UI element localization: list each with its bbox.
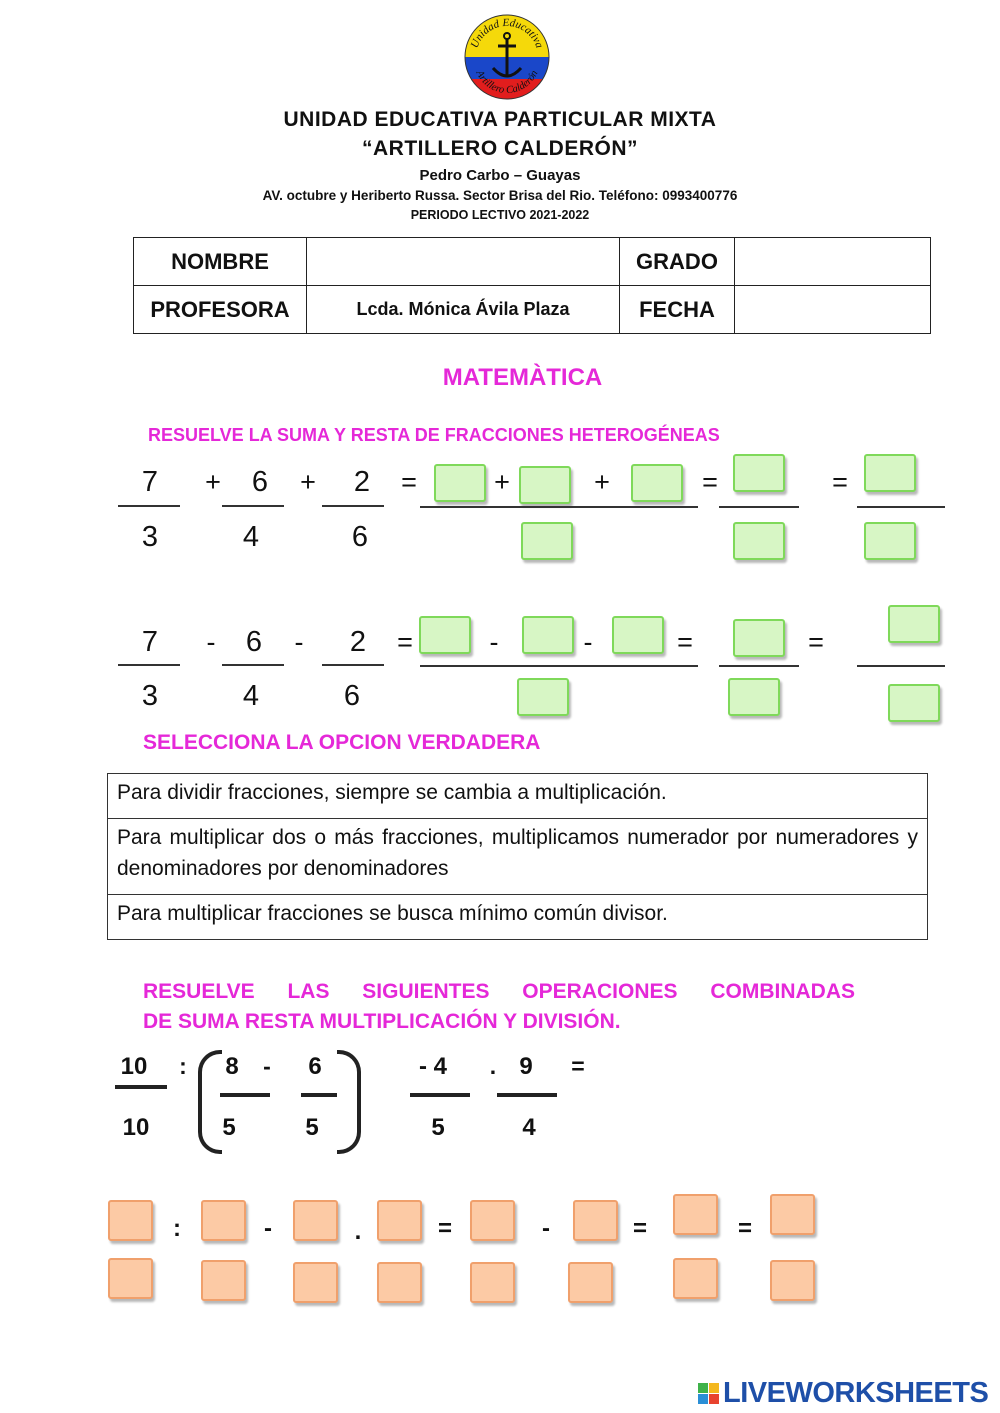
sum-den-3: 6 <box>351 521 369 553</box>
fraction-bar <box>857 665 945 667</box>
expr-den-3: 5 <box>305 1114 319 1141</box>
answer-box-result-den[interactable] <box>733 522 785 560</box>
sub-den-3: 6 <box>343 680 361 712</box>
fraction-bar <box>118 664 180 666</box>
section2-title: SELECCIONA LA OPCION VERDADERA <box>143 731 541 754</box>
sub-num-3: 2 <box>349 626 367 658</box>
school-period: PERIODO LECTIVO 2021-2022 <box>410 208 590 222</box>
fraction-bar <box>222 505 284 507</box>
answer-box-result-num[interactable] <box>733 454 785 492</box>
equals-sign: = <box>571 1053 585 1079</box>
combined-box-num-4[interactable] <box>377 1200 422 1241</box>
nombre-field[interactable] <box>307 238 620 286</box>
fraction-bar <box>322 664 384 666</box>
answer-box-num-2[interactable] <box>519 466 571 504</box>
equals-sign: = <box>632 1215 647 1242</box>
fraction-bar <box>301 1093 337 1097</box>
fraction-bar <box>719 665 799 667</box>
combined-box-num-3[interactable] <box>293 1200 338 1241</box>
expr-den-1: 10 <box>122 1114 150 1141</box>
sum-num-2: 6 <box>251 466 269 498</box>
multiply-dot: . <box>489 1053 497 1079</box>
profesora-value: Lcda. Mónica Ávila Plaza <box>307 286 620 334</box>
answer-box-den-common[interactable] <box>521 522 573 560</box>
fraction-bar <box>420 506 698 508</box>
answer-box-num-3[interactable] <box>612 616 664 654</box>
combined-box-den-1[interactable] <box>108 1258 153 1299</box>
minus-sign: - <box>294 627 304 657</box>
combined-box-num-7[interactable] <box>673 1194 718 1235</box>
plus-sign: + <box>594 467 610 497</box>
combined-box-num-1[interactable] <box>108 1200 153 1241</box>
school-name-line1: UNIDAD EDUCATIVA PARTICULAR MIXTA <box>283 108 717 131</box>
sub-num-1: 7 <box>141 626 159 658</box>
answer-box-num-1[interactable] <box>419 616 471 654</box>
answer-box-simplified-num[interactable] <box>864 454 916 492</box>
equals-sign: = <box>832 467 848 497</box>
school-logo <box>462 12 552 102</box>
option-2[interactable]: Para multiplicar dos o más fracciones, multiplicamos numerador por numeradores y denominadores por denominadores <box>108 819 928 895</box>
answer-box-num-3[interactable] <box>631 464 683 502</box>
grado-label: GRADO <box>620 238 735 286</box>
combined-box-den-4[interactable] <box>377 1262 422 1303</box>
combined-box-den-3[interactable] <box>293 1262 338 1303</box>
division-sign: : <box>173 1215 181 1242</box>
minus-sign: - <box>206 627 216 657</box>
liveworksheets-brand: LIVEWORKSHEETS <box>723 1377 989 1409</box>
combined-box-den-5[interactable] <box>470 1262 515 1303</box>
answer-box-result-den[interactable] <box>728 678 780 716</box>
expr-num-5: 9 <box>519 1053 533 1080</box>
subject-title: MATEMÀTICA <box>442 364 603 391</box>
nombre-label: NOMBRE <box>134 238 307 286</box>
expr-num-3: 6 <box>308 1053 322 1080</box>
profesora-label: PROFESORA <box>134 286 307 334</box>
svg-text:Unidad Educativa: Unidad Educativa <box>468 16 546 50</box>
plus-sign: + <box>494 467 510 497</box>
fraction-bar <box>410 1093 470 1097</box>
expr-num-1: 10 <box>120 1053 148 1080</box>
sum-num-3: 2 <box>353 466 371 498</box>
minus-sign: - <box>264 1215 272 1242</box>
option-1[interactable]: Para dividir fracciones, siempre se cambia a multiplicación. <box>108 774 928 819</box>
minus-sign: - <box>263 1053 271 1079</box>
answer-box-simplified-den[interactable] <box>888 684 940 722</box>
school-name-line2: “ARTILLERO CALDERÓN” <box>362 137 638 160</box>
multiply-dot: . <box>354 1218 362 1245</box>
school-address: AV. octubre y Heriberto Russa. Sector Brisa del Rio. Teléfono: 0993400776 <box>262 188 738 203</box>
section1-title: RESUELVE LA SUMA Y RESTA DE FRACCIONES HETEROGÉNEAS <box>148 425 720 445</box>
student-info-table <box>133 237 931 334</box>
equals-sign: = <box>437 1215 452 1242</box>
minus-sign: - <box>583 627 593 657</box>
sum-den-1: 3 <box>141 521 159 553</box>
sum-num-1: 7 <box>141 466 159 498</box>
expr-den-5: 4 <box>522 1114 536 1141</box>
sum-den-2: 4 <box>242 521 260 553</box>
section3-title-line1: RESUELVE LAS SIGUIENTES OPERACIONES COMBINADAS <box>143 980 855 1003</box>
equals-sign: = <box>702 467 718 497</box>
combined-box-den-2[interactable] <box>201 1260 246 1301</box>
minus-sign: - <box>542 1215 550 1242</box>
fecha-field[interactable] <box>735 286 931 334</box>
answer-box-num-2[interactable] <box>522 616 574 654</box>
equals-sign: = <box>401 467 417 497</box>
grado-field[interactable] <box>735 238 931 286</box>
combined-box-den-7[interactable] <box>673 1258 718 1299</box>
fraction-bar <box>857 506 945 508</box>
sub-num-2: 6 <box>245 626 263 658</box>
combined-box-num-2[interactable] <box>201 1200 246 1241</box>
fraction-bar <box>322 505 384 507</box>
expr-den-2: 5 <box>222 1114 236 1141</box>
fecha-label: FECHA <box>620 286 735 334</box>
plus-sign: + <box>300 467 316 497</box>
true-option-table <box>107 773 928 940</box>
answer-box-num-1[interactable] <box>434 464 486 502</box>
answer-box-simplified-num[interactable] <box>888 605 940 643</box>
fraction-bar <box>118 505 180 507</box>
sub-den-2: 4 <box>242 680 260 712</box>
fraction-bar <box>497 1093 557 1097</box>
fraction-bar <box>420 665 698 667</box>
answer-box-result-num[interactable] <box>733 619 785 657</box>
combined-box-num-6[interactable] <box>573 1200 618 1241</box>
answer-box-den-common[interactable] <box>517 678 569 716</box>
equals-sign: = <box>808 627 824 657</box>
expr-num-4: - 4 <box>418 1053 447 1080</box>
option-3[interactable]: Para multiplicar fracciones se busca mínimo común divisor. <box>108 895 928 940</box>
combined-box-num-5[interactable] <box>470 1200 515 1241</box>
fraction-bar <box>220 1093 270 1097</box>
plus-sign: + <box>205 467 221 497</box>
division-sign: : <box>179 1053 187 1079</box>
fraction-bar <box>115 1085 167 1089</box>
combined-box-den-6[interactable] <box>568 1262 613 1303</box>
answer-box-simplified-den[interactable] <box>864 522 916 560</box>
minus-sign: - <box>489 627 499 657</box>
right-parenthesis <box>337 1050 361 1154</box>
equals-sign: = <box>737 1215 752 1242</box>
equals-sign: = <box>397 627 413 657</box>
fraction-bar <box>719 506 799 508</box>
equals-sign: = <box>677 627 693 657</box>
school-location: Pedro Carbo – Guayas <box>419 167 581 184</box>
sub-den-1: 3 <box>141 680 159 712</box>
expr-den-4: 5 <box>431 1114 445 1141</box>
combined-box-den-8[interactable] <box>770 1260 815 1301</box>
fraction-bar <box>222 664 284 666</box>
expr-num-2: 8 <box>225 1053 239 1080</box>
svg-text:Artillero Calderón: Artillero Calderón <box>473 68 541 97</box>
combined-box-num-8[interactable] <box>770 1194 815 1235</box>
liveworksheets-logo-icon <box>698 1383 720 1405</box>
section3-title-line2: DE SUMA RESTA MULTIPLICACIÓN Y DIVISIÓN. <box>143 1010 621 1033</box>
